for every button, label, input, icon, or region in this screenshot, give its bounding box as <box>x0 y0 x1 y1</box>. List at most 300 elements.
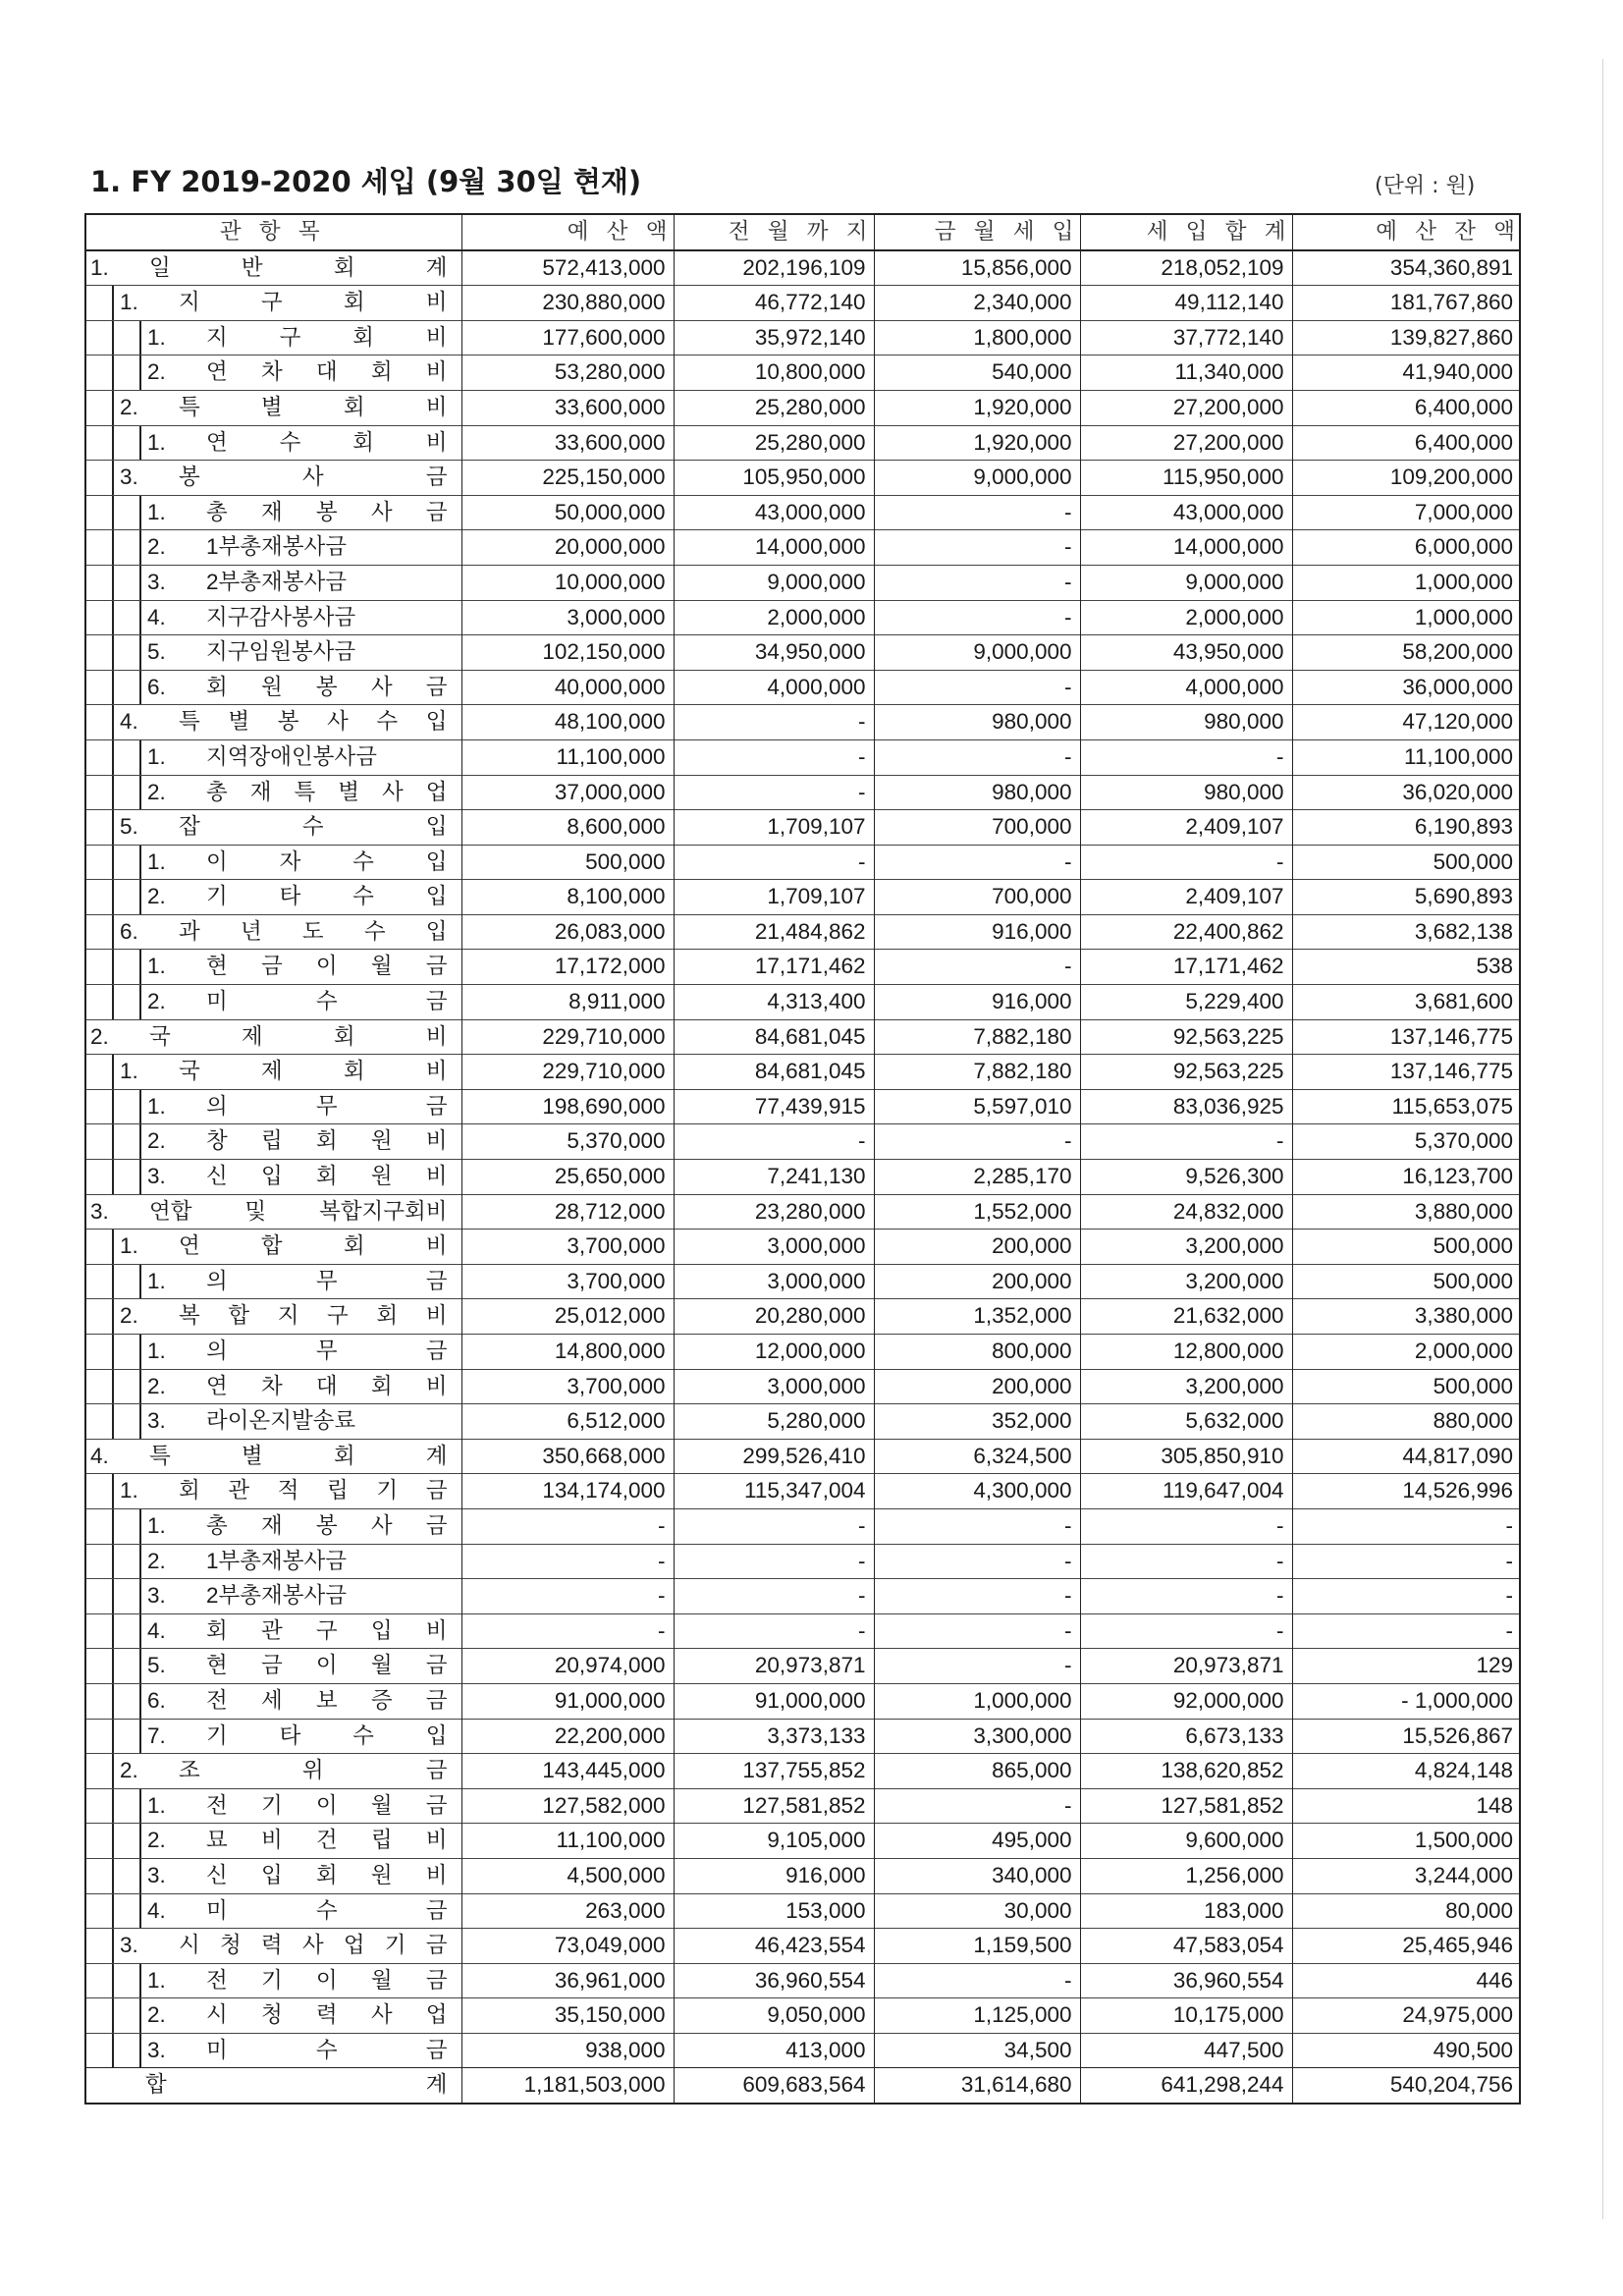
amount-cell: 20,973,871 <box>674 1649 874 1684</box>
row-label-cell <box>84 1719 461 1754</box>
amount-cell: - <box>1080 739 1292 775</box>
amount-cell: 3,000,000 <box>674 1264 874 1299</box>
row-label: 회 원 봉 사 금 <box>206 674 448 699</box>
row-label: 의 무 금 <box>206 1093 448 1119</box>
amount-cell: 129 <box>1292 1649 1521 1684</box>
row-label: 묘 비 건 립 비 <box>206 1828 448 1853</box>
row-number: 5. <box>147 639 166 665</box>
amount-cell: - <box>674 1544 874 1579</box>
amount-cell: 181,767,860 <box>1292 286 1521 321</box>
amount-cell: 1,000,000 <box>874 1683 1080 1719</box>
amount-cell: 15,526,867 <box>1292 1719 1521 1754</box>
row-label-cell <box>84 1124 461 1160</box>
amount-cell: 14,000,000 <box>674 530 874 566</box>
amount-cell: - <box>674 739 874 775</box>
row-label: 조 위 금 <box>179 1758 448 1783</box>
row-label-cell <box>84 1963 461 1998</box>
amount-cell: 20,000,000 <box>461 530 674 566</box>
amount-cell: - <box>874 1613 1080 1649</box>
row-number: 1. <box>90 254 109 280</box>
amount-cell: 3,682,138 <box>1292 914 1521 950</box>
amount-cell: 6,673,133 <box>1080 1719 1292 1754</box>
amount-cell: - <box>1080 1544 1292 1579</box>
table-row <box>84 1613 1521 1649</box>
amount-cell: 500,000 <box>1292 845 1521 880</box>
row-number: 1. <box>147 954 166 979</box>
amount-cell: 43,950,000 <box>1080 635 1292 671</box>
amount-cell: 20,973,871 <box>1080 1649 1292 1684</box>
table-body <box>84 250 1521 2104</box>
row-number: 4. <box>120 709 138 735</box>
row-label-cell <box>84 1683 461 1719</box>
amount-cell: 48,100,000 <box>461 705 674 740</box>
table-row <box>84 1124 1521 1160</box>
amount-cell: 91,000,000 <box>461 1683 674 1719</box>
table-row <box>84 950 1521 985</box>
amount-cell: 2,409,107 <box>1080 880 1292 915</box>
amount-cell: 447,500 <box>1080 2033 1292 2068</box>
amount-cell: 4,313,400 <box>674 985 874 1020</box>
amount-cell: 3,200,000 <box>1080 1369 1292 1404</box>
amount-cell: 23,280,000 <box>674 1194 874 1230</box>
row-label-cell <box>84 705 461 740</box>
amount-cell: 5,370,000 <box>1292 1124 1521 1160</box>
amount-cell: - <box>1080 1613 1292 1649</box>
row-number: 2. <box>147 989 166 1014</box>
column-header: 예 산 액 <box>461 214 674 250</box>
amount-cell: 200,000 <box>874 1369 1080 1404</box>
amount-cell: 134,174,000 <box>461 1474 674 1509</box>
amount-cell: - <box>874 495 1080 530</box>
amount-cell: 1,920,000 <box>874 425 1080 461</box>
table-row <box>84 1299 1521 1335</box>
row-label: 총 재 봉 사 금 <box>206 499 448 524</box>
table-row <box>84 1858 1521 1893</box>
row-label-cell <box>84 495 461 530</box>
amount-cell: 36,960,554 <box>674 1963 874 1998</box>
amount-cell: 540,000 <box>874 355 1080 391</box>
table-row <box>84 1719 1521 1754</box>
row-label: 연 합 회 비 <box>179 1233 448 1259</box>
row-label: 지 구 회 비 <box>206 324 448 350</box>
amount-cell: 5,690,893 <box>1292 880 1521 915</box>
amount-cell: - <box>1292 1508 1521 1544</box>
amount-cell: 33,600,000 <box>461 425 674 461</box>
row-number: 1. <box>147 1339 166 1363</box>
amount-cell: 490,500 <box>1292 2033 1521 2068</box>
table-row <box>84 2033 1521 2068</box>
amount-cell: 1,800,000 <box>874 320 1080 355</box>
row-number: 2. <box>147 1828 166 1853</box>
amount-cell: 10,800,000 <box>674 355 874 391</box>
amount-cell: 115,347,004 <box>674 1474 874 1509</box>
row-label: 신 입 회 원 비 <box>206 1862 448 1887</box>
row-label-cell <box>84 1230 461 1265</box>
amount-cell: 14,800,000 <box>461 1335 674 1370</box>
table-row <box>84 495 1521 530</box>
row-number: 1. <box>120 1059 138 1084</box>
row-label-cell <box>84 2068 461 2104</box>
amount-cell: 27,200,000 <box>1080 390 1292 425</box>
amount-cell: 28,712,000 <box>461 1194 674 1230</box>
row-label: 특 별 회 비 <box>179 394 448 419</box>
row-number: 4. <box>147 1897 166 1923</box>
amount-cell: 8,600,000 <box>461 810 674 846</box>
amount-cell: 641,298,244 <box>1080 2068 1292 2104</box>
row-label-cell <box>84 530 461 566</box>
amount-cell: 3,880,000 <box>1292 1194 1521 1230</box>
row-number: 1. <box>120 290 138 315</box>
amount-cell: 47,120,000 <box>1292 705 1521 740</box>
table-row <box>84 880 1521 915</box>
amount-cell: 1,000,000 <box>1292 565 1521 600</box>
amount-cell: - <box>461 1613 674 1649</box>
row-label-cell <box>84 1649 461 1684</box>
amount-cell: 14,526,996 <box>1292 1474 1521 1509</box>
row-number: 6. <box>147 1687 166 1713</box>
amount-cell: 1,125,000 <box>874 1998 1080 2034</box>
amount-cell: 3,300,000 <box>874 1719 1080 1754</box>
amount-cell: 6,512,000 <box>461 1404 674 1440</box>
table-row <box>84 1893 1521 1929</box>
amount-cell: - <box>1292 1613 1521 1649</box>
row-label: 지구임원봉사금 <box>206 639 356 665</box>
row-label: 지 구 회 비 <box>179 290 448 315</box>
amount-cell: 46,423,554 <box>674 1929 874 1964</box>
amount-cell: 11,100,000 <box>1292 739 1521 775</box>
amount-cell: 5,229,400 <box>1080 985 1292 1020</box>
amount-cell: 20,280,000 <box>674 1299 874 1335</box>
row-number: 1. <box>147 1967 166 1993</box>
amount-cell: 21,484,862 <box>674 914 874 950</box>
row-label: 합 계 <box>145 2072 448 2098</box>
column-header: 세 입 합 계 <box>1080 214 1292 250</box>
amount-cell: 127,581,852 <box>674 1788 874 1824</box>
amount-cell: 43,000,000 <box>1080 495 1292 530</box>
row-number: 7. <box>147 1722 166 1748</box>
amount-cell: 10,000,000 <box>461 565 674 600</box>
row-label-cell <box>84 2033 461 2068</box>
row-label: 의 무 금 <box>206 1268 448 1293</box>
amount-cell: 17,171,462 <box>674 950 874 985</box>
table-row <box>84 1754 1521 1789</box>
amount-cell: - <box>461 1544 674 1579</box>
row-label: 전 기 이 월 금 <box>206 1792 448 1818</box>
amount-cell: 9,526,300 <box>1080 1160 1292 1195</box>
row-label: 이 자 수 입 <box>206 848 448 874</box>
amount-cell: 3,700,000 <box>461 1264 674 1299</box>
amount-cell: 2,000,000 <box>674 600 874 635</box>
amount-cell: 352,000 <box>874 1404 1080 1440</box>
row-label: 일 반 회 계 <box>149 254 448 280</box>
amount-cell: 11,100,000 <box>461 739 674 775</box>
row-number: 2. <box>120 1758 138 1783</box>
table-row <box>84 1683 1521 1719</box>
amount-cell: - <box>874 1963 1080 1998</box>
row-label-cell <box>84 1194 461 1230</box>
row-number: 2. <box>147 359 166 385</box>
row-label-cell <box>84 914 461 950</box>
amount-cell: - <box>874 600 1080 635</box>
amount-cell: 53,280,000 <box>461 355 674 391</box>
amount-cell: 3,000,000 <box>461 600 674 635</box>
amount-cell: 538 <box>1292 950 1521 985</box>
amount-cell: - <box>874 1508 1080 1544</box>
amount-cell: 21,632,000 <box>1080 1299 1292 1335</box>
amount-cell: - <box>461 1579 674 1614</box>
amount-cell: 3,700,000 <box>461 1230 674 1265</box>
amount-cell: - <box>874 1649 1080 1684</box>
amount-cell: 183,000 <box>1080 1893 1292 1929</box>
row-number: 2. <box>120 1303 138 1329</box>
amount-cell: 92,563,225 <box>1080 1055 1292 1090</box>
row-label: 잡 수 입 <box>179 814 448 840</box>
row-label: 총 재 특 별 사 업 <box>206 779 448 804</box>
row-number: 1. <box>147 1512 166 1538</box>
document-title: 1. FY 2019-2020 세입 (9월 30일 현재) <box>90 165 642 198</box>
amount-cell: 938,000 <box>461 2033 674 2068</box>
row-number: 3. <box>147 1408 166 1434</box>
amount-cell: 6,000,000 <box>1292 530 1521 566</box>
amount-cell: 138,620,852 <box>1080 1754 1292 1789</box>
amount-cell: - <box>874 530 1080 566</box>
amount-cell: 10,175,000 <box>1080 1998 1292 2034</box>
amount-cell: 3,000,000 <box>674 1369 874 1404</box>
amount-cell: 5,597,010 <box>874 1089 1080 1124</box>
amount-cell: 137,146,775 <box>1292 1019 1521 1055</box>
row-label-cell <box>84 1929 461 1964</box>
amount-cell: 115,653,075 <box>1292 1089 1521 1124</box>
amount-cell: 6,400,000 <box>1292 390 1521 425</box>
row-label: 회 관 적 립 기 금 <box>179 1478 448 1503</box>
amount-cell: 77,439,915 <box>674 1089 874 1124</box>
table-row <box>84 775 1521 810</box>
amount-cell: 230,880,000 <box>461 286 674 321</box>
amount-cell: - <box>674 1579 874 1614</box>
row-label-cell <box>84 880 461 915</box>
row-number: 2. <box>147 534 166 560</box>
amount-cell: 980,000 <box>1080 705 1292 740</box>
amount-cell: 5,370,000 <box>461 1124 674 1160</box>
amount-cell: 1,920,000 <box>874 390 1080 425</box>
row-label: 과 년 도 수 입 <box>179 918 448 944</box>
amount-cell: 354,360,891 <box>1292 250 1521 286</box>
amount-cell: 139,827,860 <box>1292 320 1521 355</box>
table-row <box>84 1439 1521 1474</box>
row-number: 3. <box>147 2037 166 2062</box>
row-number: 6. <box>120 918 138 944</box>
amount-cell: 15,856,000 <box>874 250 1080 286</box>
amount-cell: 500,000 <box>1292 1230 1521 1265</box>
row-label: 1부총재봉사금 <box>206 534 347 560</box>
amount-cell: 1,159,500 <box>874 1929 1080 1964</box>
amount-cell: 91,000,000 <box>674 1683 874 1719</box>
amount-cell: - <box>674 775 874 810</box>
table-row <box>84 355 1521 391</box>
amount-cell: - <box>874 565 1080 600</box>
row-label-cell <box>84 1160 461 1195</box>
amount-cell: 2,285,170 <box>874 1160 1080 1195</box>
row-label-cell <box>84 320 461 355</box>
amount-cell: 1,709,107 <box>674 810 874 846</box>
amount-cell: 35,972,140 <box>674 320 874 355</box>
row-label: 현 금 이 월 금 <box>206 1653 448 1678</box>
table-row <box>84 320 1521 355</box>
amount-cell: 127,582,000 <box>461 1788 674 1824</box>
amount-cell: 1,552,000 <box>874 1194 1080 1230</box>
amount-cell: 119,647,004 <box>1080 1474 1292 1509</box>
amount-cell: 225,150,000 <box>461 461 674 496</box>
amount-cell: 40,000,000 <box>461 670 674 705</box>
table-row <box>84 1508 1521 1544</box>
row-label-cell <box>84 425 461 461</box>
row-number: 2. <box>147 1373 166 1398</box>
amount-cell: 229,710,000 <box>461 1055 674 1090</box>
amount-cell: 4,000,000 <box>1080 670 1292 705</box>
amount-cell: 24,975,000 <box>1292 1998 1521 2034</box>
amount-cell: 9,000,000 <box>874 461 1080 496</box>
row-label: 전 세 보 증 금 <box>206 1687 448 1713</box>
amount-cell: 1,256,000 <box>1080 1858 1292 1893</box>
amount-cell: 27,200,000 <box>1080 425 1292 461</box>
amount-cell: 198,690,000 <box>461 1089 674 1124</box>
amount-cell: - <box>874 950 1080 985</box>
amount-cell: 7,000,000 <box>1292 495 1521 530</box>
table-row <box>84 1055 1521 1090</box>
amount-cell: 700,000 <box>874 810 1080 846</box>
table-row <box>84 845 1521 880</box>
row-label: 미 수 금 <box>206 1897 448 1923</box>
table-row <box>84 1369 1521 1404</box>
amount-cell: 6,190,893 <box>1292 810 1521 846</box>
amount-cell: 3,380,000 <box>1292 1299 1521 1335</box>
row-label-cell <box>84 1404 461 1440</box>
table-row <box>84 1579 1521 1614</box>
table-row <box>84 1019 1521 1055</box>
row-number: 1. <box>120 1233 138 1259</box>
row-label-cell <box>84 1474 461 1509</box>
amount-cell: - <box>1292 1579 1521 1614</box>
amount-cell: 43,000,000 <box>674 495 874 530</box>
amount-cell: - 1,000,000 <box>1292 1683 1521 1719</box>
amount-cell: 58,200,000 <box>1292 635 1521 671</box>
amount-cell: 17,172,000 <box>461 950 674 985</box>
amount-cell: 33,600,000 <box>461 390 674 425</box>
amount-cell: 3,244,000 <box>1292 1858 1521 1893</box>
row-label: 기 타 수 입 <box>206 1722 448 1748</box>
amount-cell: 22,400,862 <box>1080 914 1292 950</box>
amount-cell: 540,204,756 <box>1292 2068 1521 2104</box>
amount-cell: - <box>674 1508 874 1544</box>
row-label: 기 타 수 입 <box>206 884 448 909</box>
amount-cell: 11,340,000 <box>1080 355 1292 391</box>
row-label: 연 차 대 회 비 <box>206 1373 448 1398</box>
table-row <box>84 1544 1521 1579</box>
column-header: 금 월 세 입 <box>874 214 1080 250</box>
amount-cell: 9,050,000 <box>674 1998 874 2034</box>
amount-cell: 46,772,140 <box>674 286 874 321</box>
row-number: 2. <box>147 1548 166 1573</box>
row-label: 회 관 구 입 비 <box>206 1617 448 1643</box>
amount-cell: 609,683,564 <box>674 2068 874 2104</box>
amount-cell: 1,352,000 <box>874 1299 1080 1335</box>
amount-cell: 7,882,180 <box>874 1055 1080 1090</box>
table-row <box>84 635 1521 671</box>
row-label: 봉 사 금 <box>179 465 448 490</box>
row-label-cell <box>84 739 461 775</box>
amount-cell: 3,200,000 <box>1080 1264 1292 1299</box>
row-label-cell <box>84 286 461 321</box>
amount-cell: 17,171,462 <box>1080 950 1292 985</box>
amount-cell: 8,100,000 <box>461 880 674 915</box>
table-row <box>84 1160 1521 1195</box>
row-number: 2. <box>120 394 138 419</box>
amount-cell: 1,500,000 <box>1292 1824 1521 1859</box>
row-label: 연합 및 복합지구회비 <box>149 1198 448 1224</box>
row-label-cell <box>84 845 461 880</box>
amount-cell: 102,150,000 <box>461 635 674 671</box>
amount-cell: 9,000,000 <box>874 635 1080 671</box>
amount-cell: 47,583,054 <box>1080 1929 1292 1964</box>
amount-cell: 41,940,000 <box>1292 355 1521 391</box>
amount-cell: 4,000,000 <box>674 670 874 705</box>
amount-cell: - <box>1080 845 1292 880</box>
row-label-cell <box>84 1439 461 1474</box>
row-number: 3. <box>147 569 166 594</box>
amount-cell: - <box>674 845 874 880</box>
amount-cell: 305,850,910 <box>1080 1439 1292 1474</box>
row-number: 2. <box>147 2002 166 2028</box>
row-label-cell <box>84 985 461 1020</box>
table-row <box>84 1335 1521 1370</box>
amount-cell: 9,000,000 <box>1080 565 1292 600</box>
row-number: 4. <box>147 1617 166 1643</box>
row-label: 특 별 회 계 <box>149 1443 448 1468</box>
amount-cell: 572,413,000 <box>461 250 674 286</box>
row-label-cell <box>84 1544 461 1579</box>
amount-cell: 14,000,000 <box>1080 530 1292 566</box>
row-number: 4. <box>90 1443 109 1468</box>
row-label: 미 수 금 <box>206 2037 448 2062</box>
row-label: 현 금 이 월 금 <box>206 954 448 979</box>
amount-cell: 229,710,000 <box>461 1019 674 1055</box>
row-label: 창 립 회 원 비 <box>206 1128 448 1154</box>
amount-cell: 3,000,000 <box>674 1230 874 1265</box>
row-number: 3. <box>147 1862 166 1887</box>
amount-cell: - <box>874 670 1080 705</box>
row-label-cell <box>84 1299 461 1335</box>
table-row <box>84 530 1521 566</box>
table-row <box>84 914 1521 950</box>
table-row <box>84 461 1521 496</box>
amount-cell: 49,112,140 <box>1080 286 1292 321</box>
row-number: 2. <box>147 1128 166 1154</box>
row-number: 1. <box>147 1093 166 1119</box>
amount-cell: 800,000 <box>874 1335 1080 1370</box>
amount-cell: 25,465,946 <box>1292 1929 1521 1964</box>
table-row <box>84 600 1521 635</box>
row-number: 1. <box>147 848 166 874</box>
table-row <box>84 985 1521 1020</box>
table-row <box>84 670 1521 705</box>
amount-cell: - <box>1080 1579 1292 1614</box>
column-header: 예 산 잔 액 <box>1292 214 1521 250</box>
row-label: 국 제 회 비 <box>149 1023 448 1049</box>
amount-cell: 218,052,109 <box>1080 250 1292 286</box>
amount-cell: 2,000,000 <box>1080 600 1292 635</box>
table-row <box>84 1089 1521 1124</box>
row-label-cell <box>84 1264 461 1299</box>
